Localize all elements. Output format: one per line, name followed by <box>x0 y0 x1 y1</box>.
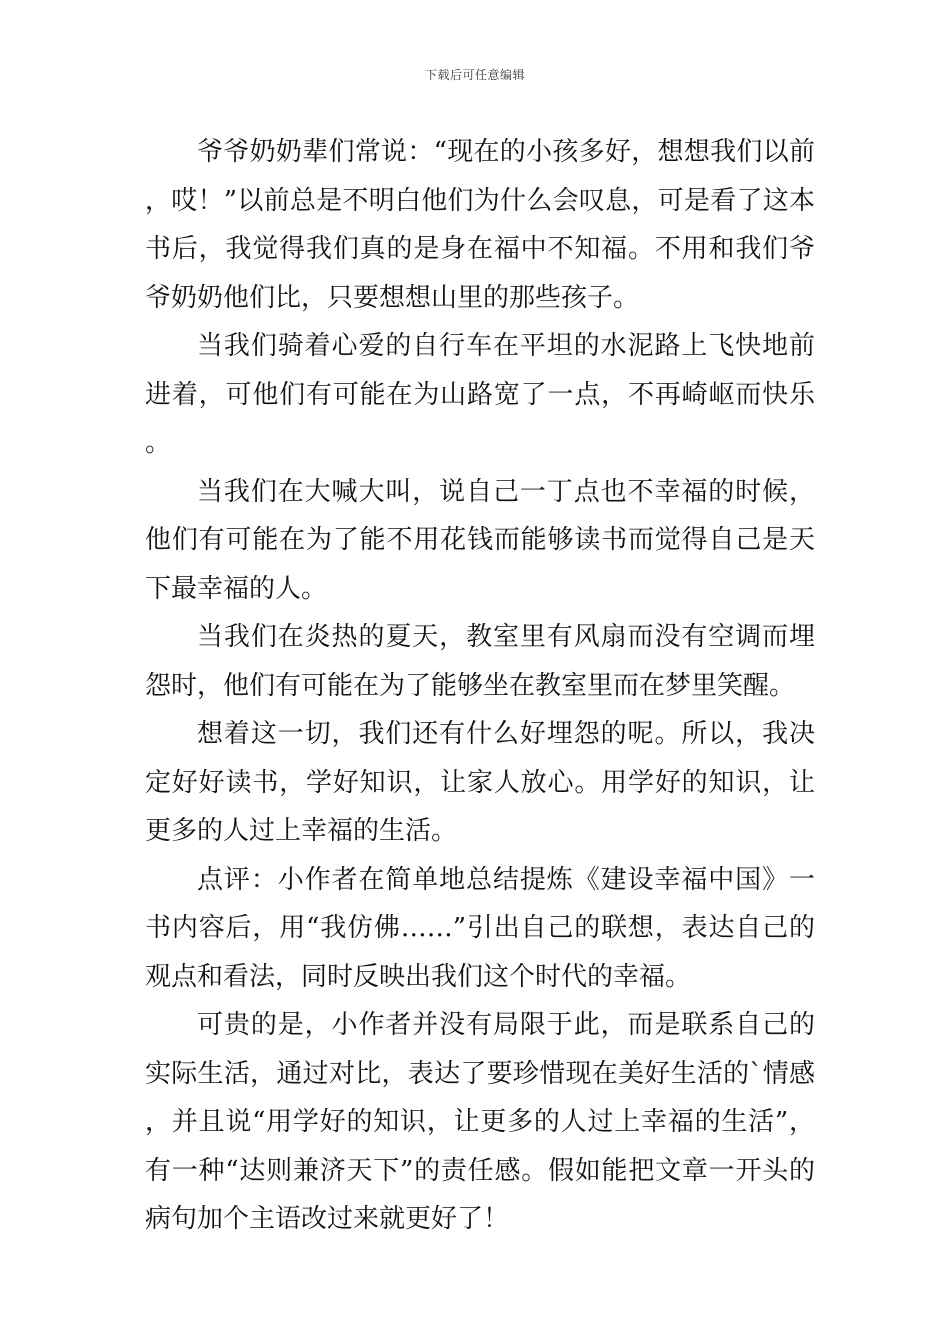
article-body <box>145 128 815 1244</box>
comment-paragraph-1: 点评：小作者在简单地总结提炼《建设幸福中国》一书内容后，用“我仿佛……”引出自己的联想，表达自己的观点和看法，同时反映出我们这个时代的幸福。 <box>145 864 815 992</box>
paragraph-5: 想着这一切，我们还有什么好埋怨的呢。所以，我决定好好读书，学好知识，让家人放心。用学好的知识，让更多的人过上幸福的生活。 <box>145 719 815 846</box>
paragraph-3: 当我们在大喊大叫，说自己一丁点也不幸福的时候，他们有可能在为了能不用花钱而能够读书而觉得自己是天下最幸福的人。 <box>145 476 815 604</box>
paragraph-2: 当我们骑着心爱的自行车在平坦的水泥路上飞快地前进着，可他们有可能在为山路宽了一点，不再崎岖而快乐。 <box>145 331 815 458</box>
page-header: 下载后可任意编辑 <box>424 68 525 82</box>
paragraph-4: 当我们在炎热的夏天，教室里有风扇而没有空调而埋怨时，他们有可能在为了能够坐在教室里而在梦里笑醒。 <box>145 622 815 701</box>
paragraph-1: 爷爷奶奶辈们常说：“现在的小孩多好，想想我们以前，哎！”以前总是不明白他们为什么会叹息，可是看了这本书后，我觉得我们真的是身在福中不知福。不用和我们爷爷奶奶他们比，只要想想山里的那些孩子。 <box>145 137 815 313</box>
comment-paragraph-2: 可贵的是，小作者并没有局限于此，而是联系自己的实际生活，通过对比，表达了要珍惜现在美好生活的`情感，并且说“用学好的知识，让更多的人过上幸福的生活”，有一种“达则兼济天下”的责任感。假如能把文章一开头的病句加个主语改过来就更好了！ <box>145 1010 815 1234</box>
